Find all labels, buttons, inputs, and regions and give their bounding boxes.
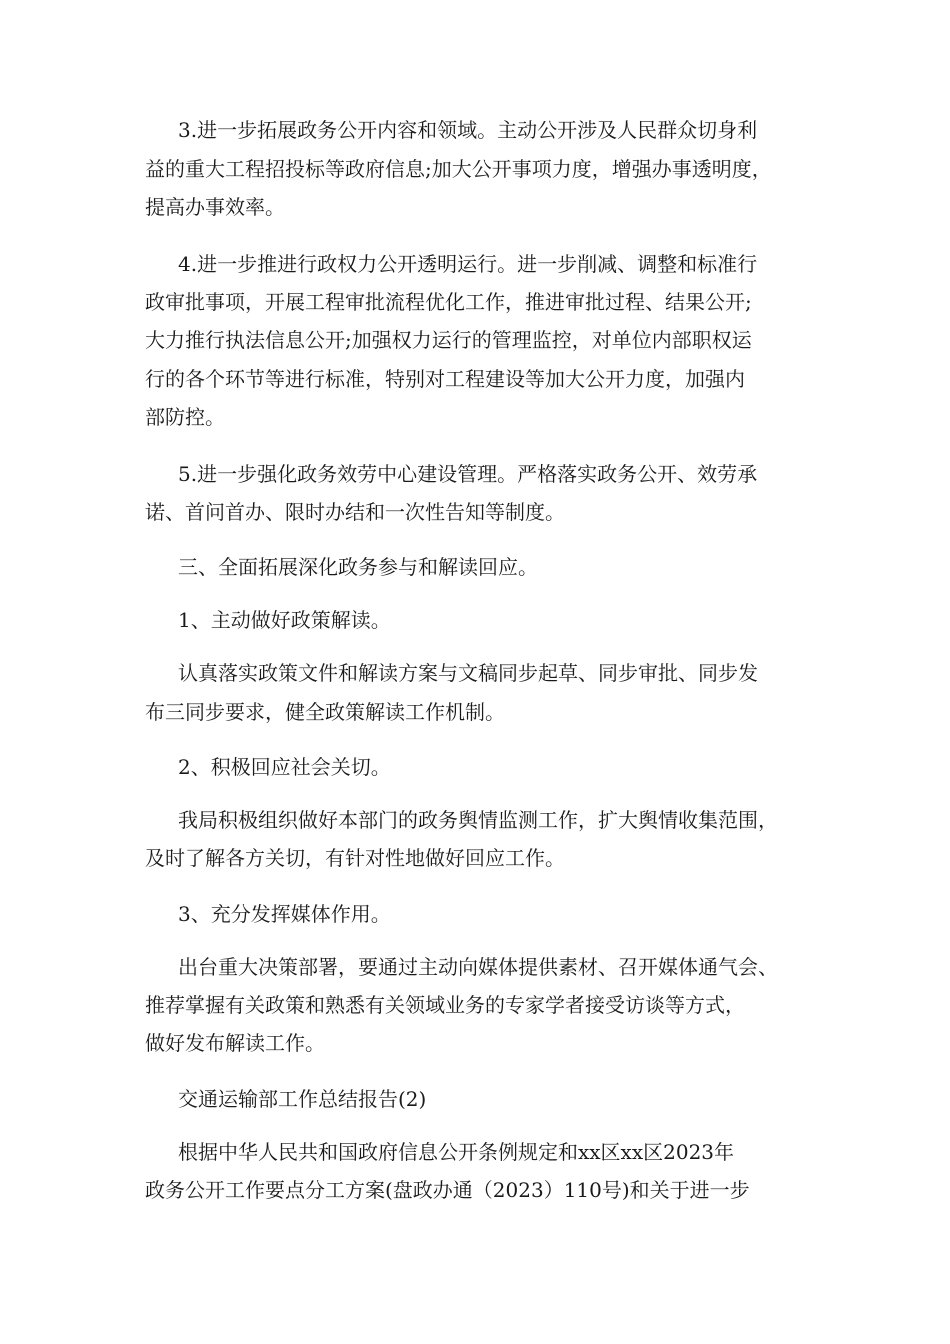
paragraph-5-line-1: 我局积极组织做好本部门的政务舆情监测工作，扩大舆情收集范围， bbox=[178, 808, 778, 832]
subheading-2: 2、积极回应社会关切。 bbox=[178, 755, 391, 779]
paragraph-6-line-2: 推荐掌握有关政策和熟悉有关领域业务的专家学者接受访谈等方式， bbox=[145, 993, 745, 1017]
paragraph-3-line-2: 诺、首问首办、限时办结和一次性告知等制度。 bbox=[145, 500, 565, 524]
paragraph-2-line-4: 行的各个环节等进行标准，特别对工程建设等加大公开力度，加强内 bbox=[145, 367, 745, 391]
paragraph-1-line-1: 3.进一步拓展政务公开内容和领域。主动公开涉及人民群众切身利 bbox=[178, 118, 758, 142]
paragraph-2-line-3: 大力推行执法信息公开;加强权力运行的管理监控，对单位内部职权运 bbox=[145, 328, 752, 352]
paragraph-4-line-1: 认真落实政策文件和解读方案与文稿同步起草、同步审批、同步发 bbox=[178, 661, 758, 685]
section-heading-3: 三、全面拓展深化政务参与和解读回应。 bbox=[178, 555, 538, 579]
paragraph-7-line-1: 根据中华人民共和国政府信息公开条例规定和xx区xx区2023年 bbox=[178, 1140, 735, 1164]
paragraph-7-line-2: 政务公开工作要点分工方案(盘政办通（2023）110号)和关于进一步 bbox=[145, 1178, 750, 1202]
paragraph-5-line-2: 及时了解各方关切，有针对性地做好回应工作。 bbox=[145, 846, 565, 870]
paragraph-2-line-5: 部防控。 bbox=[145, 405, 225, 429]
paragraph-6-line-1: 出台重大决策部署，要通过主动向媒体提供素材、召开媒体通气会、 bbox=[178, 955, 778, 979]
paragraph-4-line-2: 布三同步要求，健全政策解读工作机制。 bbox=[145, 700, 505, 724]
paragraph-2-line-2: 政审批事项，开展工程审批流程优化工作，推进审批过程、结果公开; bbox=[145, 290, 752, 314]
paragraph-2-line-1: 4.进一步推进行政权力公开透明运行。进一步削减、调整和标准行 bbox=[178, 252, 758, 276]
report-title: 交通运输部工作总结报告(2) bbox=[178, 1087, 427, 1111]
subheading-3: 3、充分发挥媒体作用。 bbox=[178, 902, 391, 926]
subheading-1: 1、主动做好政策解读。 bbox=[178, 608, 391, 632]
paragraph-1-line-3: 提高办事效率。 bbox=[145, 195, 285, 219]
paragraph-1-line-2: 益的重大工程招投标等政府信息;加大公开事项力度，增强办事透明度， bbox=[145, 157, 772, 181]
paragraph-3-line-1: 5.进一步强化政务效劳中心建设管理。严格落实政务公开、效劳承 bbox=[178, 462, 758, 486]
paragraph-6-line-3: 做好发布解读工作。 bbox=[145, 1031, 325, 1055]
